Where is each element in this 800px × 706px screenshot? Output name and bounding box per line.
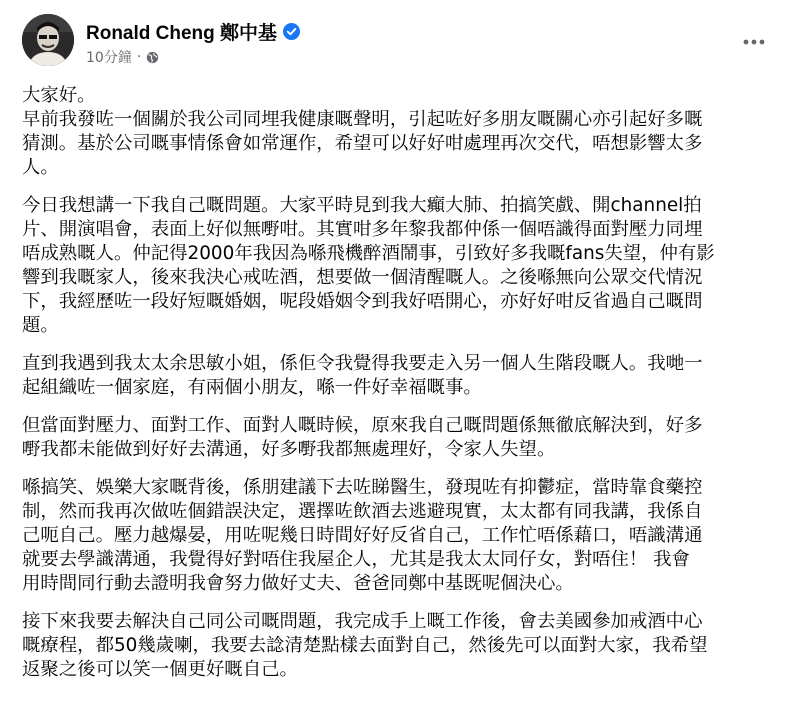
- post-paragraph: 直到我遇到我太太余思敏小姐，係佢令我覺得我要走入另一個人生階段嘅人。我哋一 起組織咗一個家庭，有兩個小朋友，喺一件好幸福嘅事。: [22, 353, 703, 398]
- post-paragraph: 接下來我要去解決自己同公司嘅問題，我完成手上嘅工作後，會去美國參加戒酒中心 嘅療程，都50幾歲喇，我要去諗清楚點樣去面對自己，然後先可以面對大家，我希望 返聚之後可以笑一個更好嘅自己。: [22, 611, 708, 680]
- globe-icon: [146, 51, 159, 64]
- verified-badge-icon: [283, 23, 300, 40]
- post-header: [20, 10, 780, 74]
- post-time[interactable]: 10分鐘: [86, 50, 132, 66]
- more-options-icon: [743, 39, 765, 45]
- post-paragraph: 但當面對壓力、面對工作、面對人嘅時候，原來我自己嘅問題係無徹底解決到，好多 嘢我都未能做到好好去溝通，好多嘢我都無處理好，令家人失望。: [22, 415, 703, 460]
- meta-separator: ·: [136, 49, 142, 65]
- post-body: [22, 84, 782, 696]
- post-paragraph: 今日我想講一下我自己嘅問題。大家平時見到我大癲大肺、拍搞笑戲、開channel拍 片、開演唱會，表面上好似無嘢咁。其實咁多年黎我都仲係一個唔識得面對壓力同埋 唔成熟嘅人。仲記得2000年我因為喺飛機醉酒鬧事，引致好多我嘅fans失望，仲有影 響到我嘅家人，後來我決心戒咗酒，想要做一個清醒嘅人。之後喺無向公眾交代情況 下，我經歷咗一段好短嘅婚姻，呢段婚姻令到我好唔開心，亦好好咁反省過自己嘅問 題。: [22, 195, 715, 336]
- author-row: [86, 18, 300, 45]
- more-options-button[interactable]: [736, 24, 772, 60]
- avatar[interactable]: [22, 14, 74, 66]
- author-name[interactable]: Ronald Cheng 鄭中基: [86, 23, 278, 44]
- post-paragraph: 大家好。 早前我發咗一個關於我公司同埋我健康嘅聲明，引起咗好多朋友嘅關心亦引起好多嘅 猜測。基於公司嘅事情係會如常運作，希望可以好好咁處理再次交代，唔想影響太多 人。: [22, 85, 703, 178]
- post-meta: [86, 47, 159, 67]
- post-paragraph: 喺搞笑、娛樂大家嘅背後，係朋建議下去咗睇醫生，發現咗有抑鬱症，當時靠食藥控 制，然而我再次做咗個錯誤決定，選擇咗飲酒去逃避現實，太太都有同我講，我係自 己呃自己。壓力越爆晏，用咗呢幾日時間好好反省自己，工作忙唔係藉口，唔識溝通 就要去學識溝通，我覺得好對唔住我屋企人，尤其是我太太同仔女，對唔住！ 我會 用時間同行動去證明我會努力做好丈夫、爸爸同鄭中基既呢個決心。: [22, 477, 703, 594]
